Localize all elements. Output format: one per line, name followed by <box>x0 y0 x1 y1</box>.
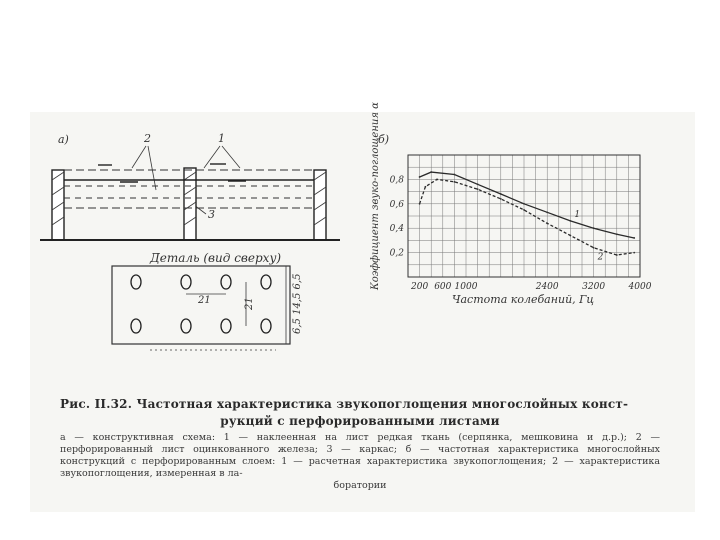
caption-title-line1: Рис. II.32. Частотная характеристика звукопоглощения многослойных конст- <box>60 397 629 411</box>
x-tick-label: 1000 <box>454 282 478 292</box>
series-point-2 <box>454 181 456 183</box>
caption-title-line2: рукций с перфорированными листами <box>220 414 500 428</box>
series-point-1 <box>523 203 525 205</box>
series-label-2: 2 <box>597 252 604 263</box>
dim-21-horizontal: 21 <box>198 295 211 306</box>
callout-2: 2 <box>144 132 151 145</box>
series-line-2 <box>420 179 635 255</box>
x-axis-label: Частота колебаний, Гц <box>452 293 595 306</box>
y-axis-label: Коэффициент звуко-поглощения α <box>370 102 381 290</box>
callout-1: 1 <box>218 132 225 145</box>
x-tick-label: 2400 <box>535 282 559 292</box>
callout-3: 3 <box>208 208 215 221</box>
series-point-2 <box>633 252 635 254</box>
series-point-1 <box>616 233 618 235</box>
series-point-1 <box>454 174 456 176</box>
series-point-1 <box>593 227 595 229</box>
y-ticks <box>390 175 405 258</box>
series-point-2 <box>546 222 548 224</box>
x-tick-label: 200 <box>411 282 429 292</box>
series-point-2 <box>425 186 427 188</box>
panel-b-label: б) <box>378 133 390 146</box>
y-tick-label: 0,6 <box>389 199 404 210</box>
series-point-2 <box>419 203 421 205</box>
series-point-1 <box>430 171 432 173</box>
series-point-1 <box>546 211 548 213</box>
series-point-1 <box>500 193 502 195</box>
y-tick-label: 0,8 <box>389 175 404 186</box>
figure-caption-body <box>60 432 660 492</box>
series-point-1 <box>419 176 421 178</box>
detail-label: Деталь (вид сверху) <box>150 251 282 265</box>
dim-right: 6,5 14,5 6,5 <box>292 273 303 334</box>
series-point-1 <box>477 183 479 185</box>
y-tick-label: 0,4 <box>389 224 404 235</box>
series-point-2 <box>436 179 438 181</box>
x-tick-label: 600 <box>434 282 452 292</box>
caption-body-text: а — конструктивная схема: 1 — наклеенная на лист редкая ткань (серпянка, мешковина и д.р.); 2 — перфорированный лист оцинкованного железа; 3 — каркас; б — частотная характеристика многослойных конструкций с перфорированным слоем: 1 — расчетная характеристика звукопоглощения; 2 — характеристика звукопоглощения, измеренная в ла- <box>60 432 660 479</box>
y-tick-label: 0,2 <box>389 248 404 259</box>
figure-caption-title <box>60 396 660 430</box>
x-ticks <box>410 282 652 292</box>
series-point-2 <box>570 235 572 237</box>
series-point-2 <box>500 198 502 200</box>
series-point-2 <box>593 247 595 249</box>
caption-body-last: боратории <box>333 480 387 491</box>
dim-21-vertical: 21 <box>244 297 255 310</box>
panel-a-label: а) <box>58 133 69 146</box>
series-point-2 <box>477 188 479 190</box>
series-point-2 <box>616 254 618 256</box>
x-tick-label: 3200 <box>582 282 606 292</box>
series-point-1 <box>633 237 635 239</box>
x-tick-label: 4000 <box>628 282 652 292</box>
series-point-1 <box>570 220 572 222</box>
series-label-1: 1 <box>574 209 581 220</box>
series-point-2 <box>523 209 525 211</box>
series-group <box>419 171 635 263</box>
